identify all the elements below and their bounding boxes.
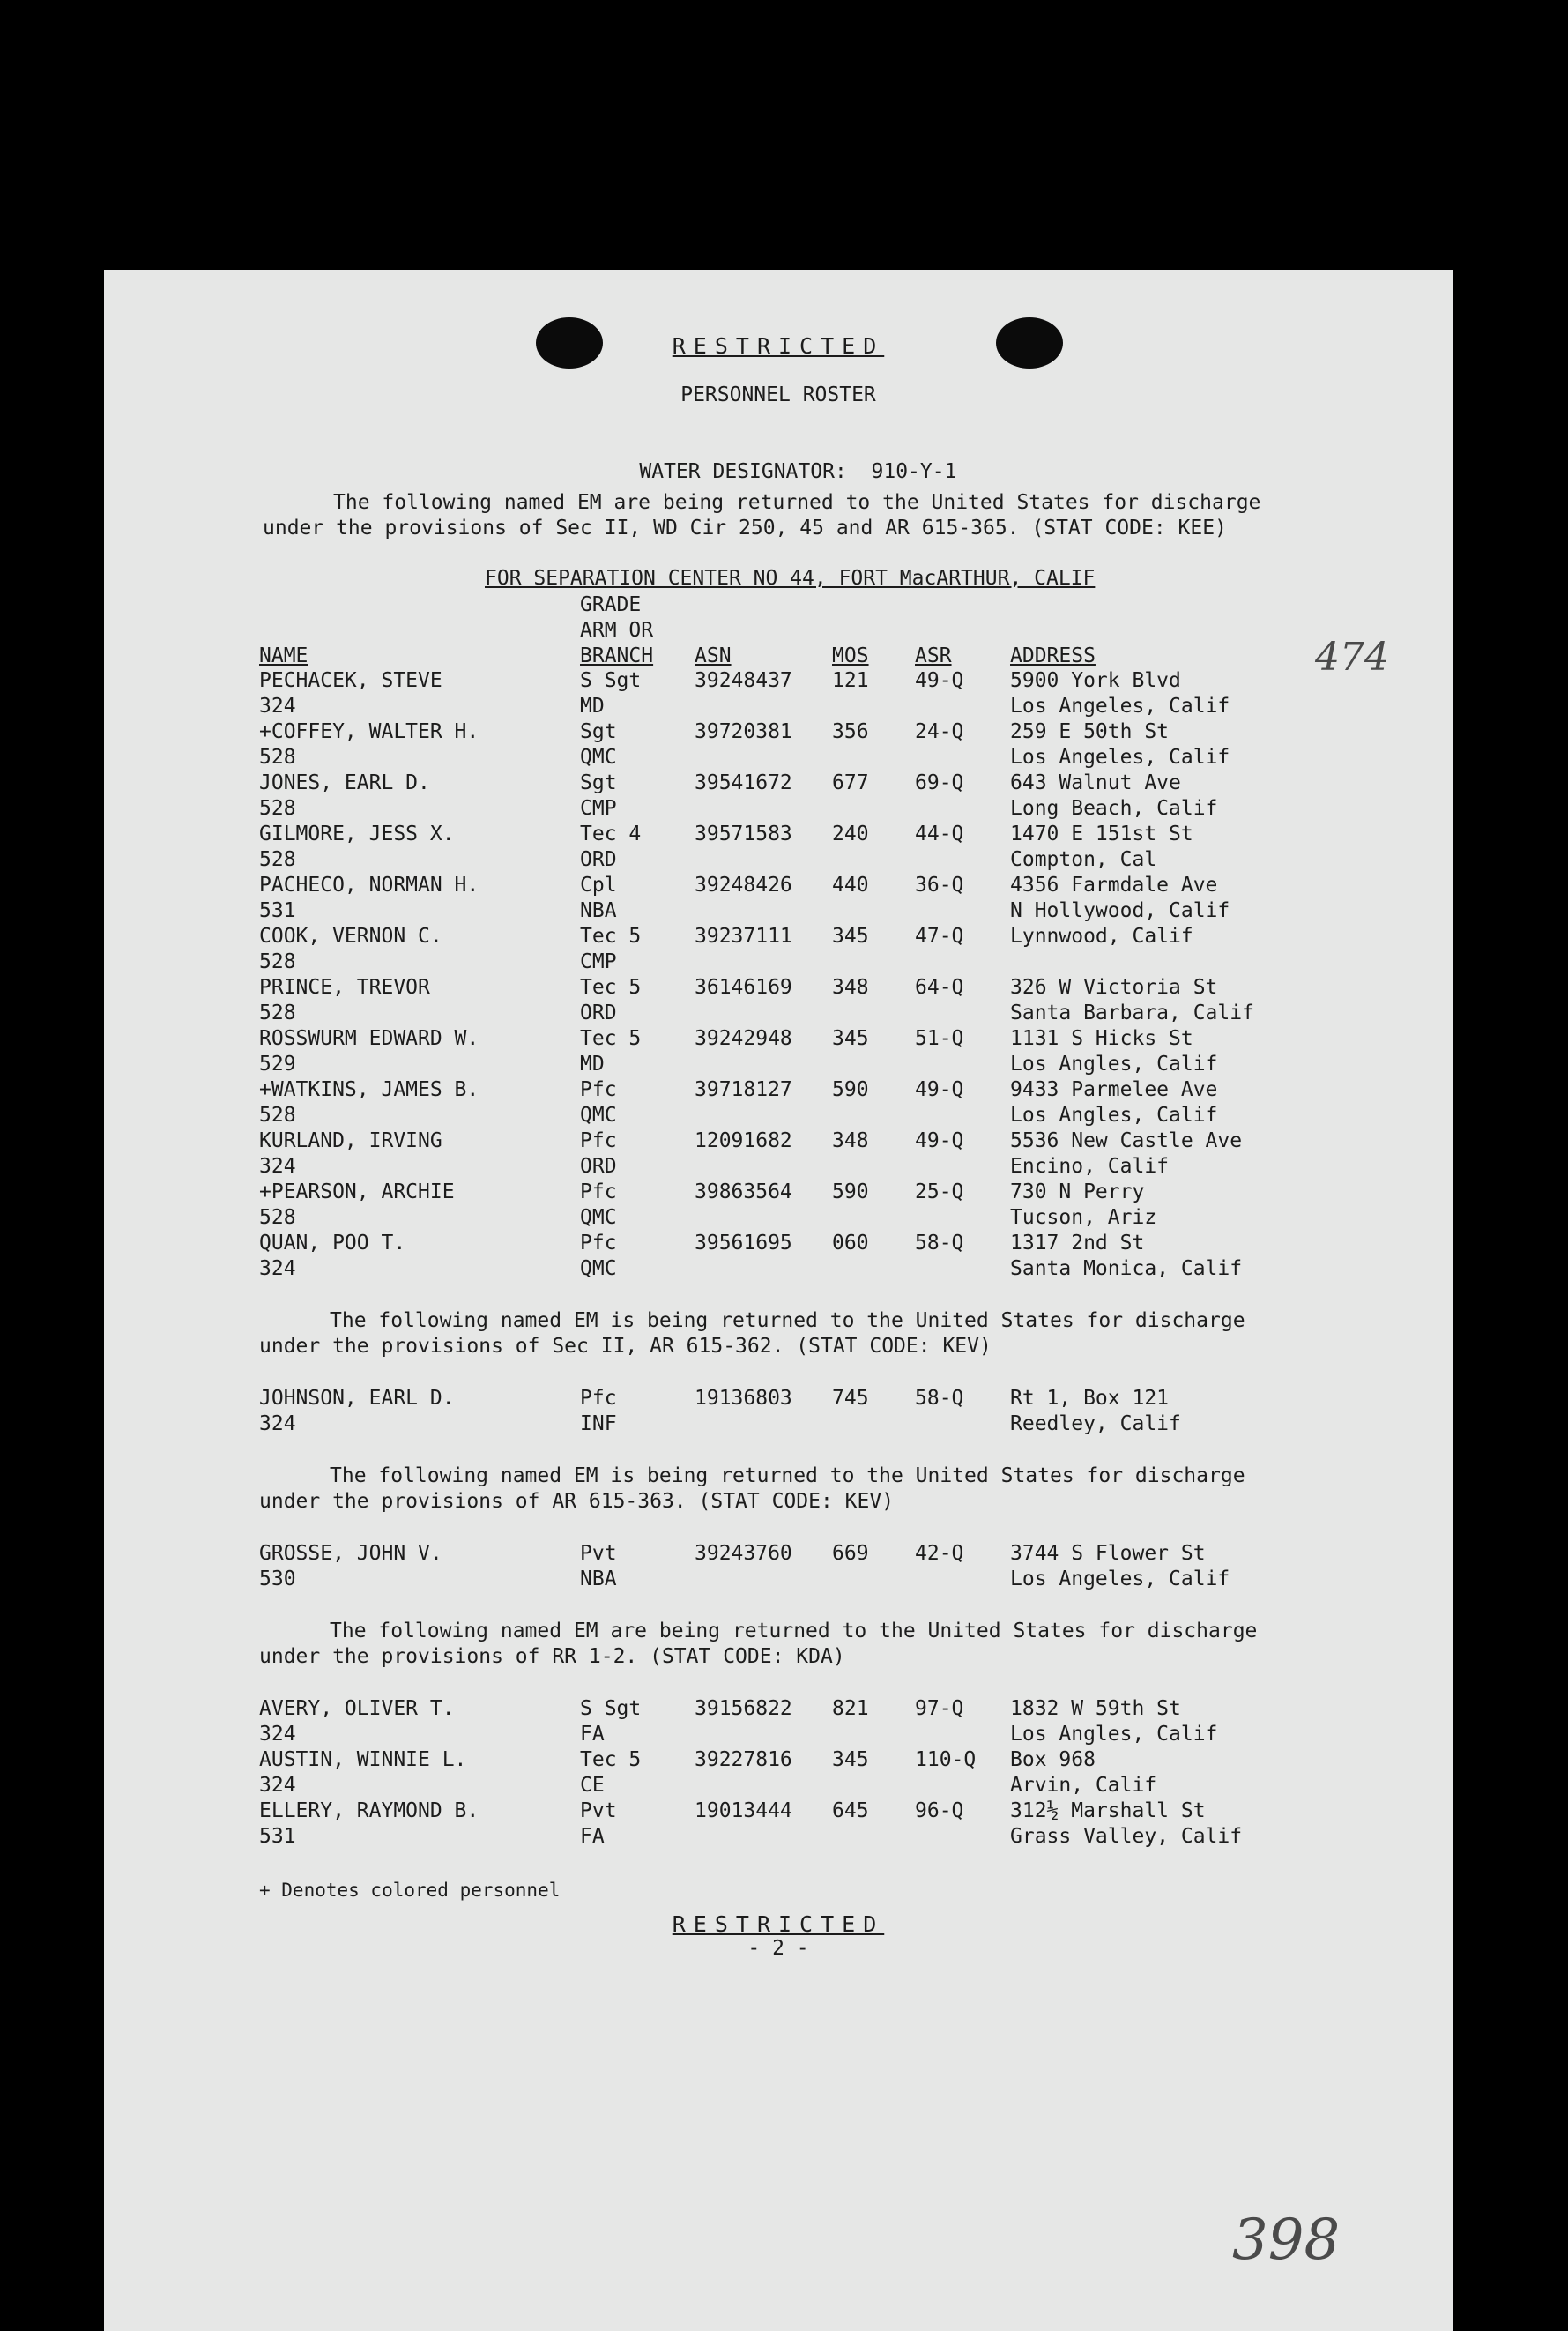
cell-grade: Cpl — [580, 874, 617, 897]
cell-addr1: 4356 Farmdale Ave — [1010, 874, 1218, 897]
cell-mos: 821 — [832, 1697, 869, 1720]
intro-paragraph-1-line2: under the provisions of Sec II, WD Cir 250, 45 and AR 615-365. (STAT CODE: KEE) — [263, 517, 1227, 540]
cell-addr1: 1832 W 59th St — [1010, 1697, 1181, 1720]
cell-grade: Pfc — [580, 1129, 617, 1152]
cell-mos: 348 — [832, 976, 869, 999]
cell-grade: Pvt — [580, 1542, 617, 1565]
cell-addr2: Encino, Calif — [1010, 1155, 1170, 1178]
cell-addr1: Box 968 — [1010, 1748, 1096, 1771]
page-number: - 2 - — [747, 1937, 809, 1960]
cell-branch: MD — [580, 1053, 605, 1076]
cell-asr: 58-Q — [915, 1232, 964, 1255]
cell-addr2: Santa Monica, Calif — [1010, 1257, 1243, 1280]
cell-asr: 64-Q — [915, 976, 964, 999]
table-row — [104, 1077, 1453, 1128]
cell-addr1: 9433 Parmelee Ave — [1010, 1078, 1218, 1101]
cell-asr: 58-Q — [915, 1387, 964, 1410]
column-header-arm-or: ARM OR — [580, 619, 654, 642]
cell-asr: 51-Q — [915, 1027, 964, 1050]
table-row — [104, 975, 1453, 1026]
cell-grade: Pfc — [580, 1078, 617, 1101]
cell-asn: 39863564 — [695, 1180, 792, 1203]
cell-code: 528 — [259, 1002, 296, 1024]
cell-name: +PEARSON, ARCHIE — [259, 1180, 455, 1203]
cell-asr: 97-Q — [915, 1697, 964, 1720]
table-row — [104, 668, 1453, 719]
roster-title: PERSONNEL ROSTER — [680, 384, 876, 406]
cell-branch: QMC — [580, 1104, 617, 1127]
cell-addr2: Los Angeles, Calif — [1010, 1568, 1230, 1590]
cell-asn: 39248426 — [695, 874, 792, 897]
cell-addr2: Los Angeles, Calif — [1010, 746, 1230, 769]
table-row — [104, 1180, 1453, 1231]
table-row — [104, 1231, 1453, 1282]
cell-asr: 69-Q — [915, 771, 964, 794]
table-row — [104, 1386, 1453, 1437]
cell-branch: INF — [580, 1412, 617, 1435]
cell-code: 528 — [259, 950, 296, 973]
cell-asn: 12091682 — [695, 1129, 792, 1152]
cell-asn: 39227816 — [695, 1748, 792, 1771]
cell-branch: CMP — [580, 950, 617, 973]
table-row — [104, 1026, 1453, 1077]
cell-asr: 44-Q — [915, 823, 964, 845]
cell-mos: 060 — [832, 1232, 869, 1255]
cell-code: 324 — [259, 1412, 296, 1435]
column-header-asr: ASR — [915, 644, 952, 667]
cell-mos: 121 — [832, 669, 869, 692]
cell-branch: CMP — [580, 797, 617, 820]
cell-asr: 49-Q — [915, 669, 964, 692]
water-designator-label: WATER DESIGNATOR: — [639, 460, 847, 483]
restricted-footer: RESTRICTED — [672, 1911, 885, 1937]
cell-addr1: 643 Walnut Ave — [1010, 771, 1181, 794]
cell-asn: 39156822 — [695, 1697, 792, 1720]
cell-asr: 47-Q — [915, 925, 964, 948]
intro-paragraph-4-line2: under the provisions of RR 1-2. (STAT CODE: KDA) — [259, 1645, 845, 1668]
column-header-branch: BRANCH — [580, 644, 654, 667]
cell-name: ELLERY, RAYMOND B. — [259, 1799, 479, 1822]
cell-grade: Tec 5 — [580, 1748, 642, 1771]
cell-name: JOHNSON, EARL D. — [259, 1387, 455, 1410]
cell-branch: QMC — [580, 1206, 617, 1229]
cell-grade: Sgt — [580, 720, 617, 743]
cell-addr1: 1131 S Hicks St — [1010, 1027, 1193, 1050]
cell-addr1: 326 W Victoria St — [1010, 976, 1218, 999]
cell-branch: NBA — [580, 899, 617, 922]
cell-code: 531 — [259, 899, 296, 922]
cell-grade: S Sgt — [580, 669, 642, 692]
cell-name: QUAN, POO T. — [259, 1232, 406, 1255]
cell-grade: Pfc — [580, 1232, 617, 1255]
cell-mos: 240 — [832, 823, 869, 845]
cell-name: GROSSE, JOHN V. — [259, 1542, 442, 1565]
cell-addr1: 3744 S Flower St — [1010, 1542, 1206, 1565]
cell-name: GILMORE, JESS X. — [259, 823, 455, 845]
column-header-address: ADDRESS — [1010, 644, 1096, 667]
table-row — [104, 1747, 1453, 1799]
cell-name: +WATKINS, JAMES B. — [259, 1078, 479, 1101]
cell-asn: 39242948 — [695, 1027, 792, 1050]
cell-name: PECHACEK, STEVE — [259, 669, 442, 692]
cell-branch: ORD — [580, 1155, 617, 1178]
cell-name: +COFFEY, WALTER H. — [259, 720, 479, 743]
cell-addr1: 730 N Perry — [1010, 1180, 1145, 1203]
table-row — [104, 719, 1453, 771]
handwritten-number-top: 474 — [1315, 635, 1389, 680]
cell-branch: FA — [580, 1723, 605, 1746]
table-row — [104, 1128, 1453, 1180]
cell-code: 324 — [259, 1774, 296, 1797]
cell-code: 528 — [259, 797, 296, 820]
cell-grade: S Sgt — [580, 1697, 642, 1720]
cell-branch: NBA — [580, 1568, 617, 1590]
restricted-header: RESTRICTED — [672, 333, 885, 359]
water-designator-value: 910-Y-1 — [871, 460, 957, 483]
handwritten-number-bottom: 398 — [1232, 2208, 1341, 2273]
cell-addr2: Long Beach, Calif — [1010, 797, 1218, 820]
cell-branch: ORD — [580, 848, 617, 871]
cell-code: 528 — [259, 848, 296, 871]
cell-addr2: Los Angles, Calif — [1010, 1053, 1218, 1076]
cell-code: 530 — [259, 1568, 296, 1590]
cell-grade: Sgt — [580, 771, 617, 794]
cell-addr2: Reedley, Calif — [1010, 1412, 1181, 1435]
cell-addr2: Los Angles, Calif — [1010, 1723, 1218, 1746]
cell-name: COOK, VERNON C. — [259, 925, 442, 948]
intro-paragraph-1-line1: The following named EM are being returned to the United States for discharge — [333, 491, 1261, 514]
cell-name: PACHECO, NORMAN H. — [259, 874, 479, 897]
cell-branch: FA — [580, 1825, 605, 1848]
table-row — [104, 1696, 1453, 1747]
cell-asr: 49-Q — [915, 1078, 964, 1101]
table-row — [104, 873, 1453, 924]
cell-asr: 25-Q — [915, 1180, 964, 1203]
cell-code: 324 — [259, 695, 296, 718]
cell-mos: 645 — [832, 1799, 869, 1822]
cell-addr2: Los Angles, Calif — [1010, 1104, 1218, 1127]
intro-paragraph-3-line2: under the provisions of AR 615-363. (STAT CODE: KEV) — [259, 1490, 895, 1513]
separation-center-heading: FOR SEPARATION CENTER NO 44, FORT MacARTHUR, CALIF — [485, 567, 1096, 590]
table-row — [104, 1541, 1453, 1592]
cell-addr2: Grass Valley, Calif — [1010, 1825, 1243, 1848]
cell-addr1: 312½ Marshall St — [1010, 1799, 1206, 1822]
cell-addr1: 1317 2nd St — [1010, 1232, 1145, 1255]
cell-addr2: Arvin, Calif — [1010, 1774, 1157, 1797]
cell-asr: 42-Q — [915, 1542, 964, 1565]
cell-code: 531 — [259, 1825, 296, 1848]
cell-addr1: Lynnwood, Calif — [1010, 925, 1193, 948]
table-row — [104, 1799, 1453, 1850]
cell-code: 528 — [259, 746, 296, 769]
cell-code: 528 — [259, 1104, 296, 1127]
cell-grade: Tec 4 — [580, 823, 642, 845]
cell-mos: 669 — [832, 1542, 869, 1565]
cell-asn: 39248437 — [695, 669, 792, 692]
cell-asn: 39718127 — [695, 1078, 792, 1101]
table-row — [104, 822, 1453, 873]
cell-asn: 19136803 — [695, 1387, 792, 1410]
intro-paragraph-2-line1: The following named EM is being returned to the United States for discharge — [330, 1309, 1245, 1332]
cell-asn: 36146169 — [695, 976, 792, 999]
cell-mos: 345 — [832, 925, 869, 948]
cell-code: 324 — [259, 1155, 296, 1178]
column-header-grade: GRADE — [580, 593, 642, 616]
cell-grade: Tec 5 — [580, 925, 642, 948]
cell-mos: 745 — [832, 1387, 869, 1410]
cell-branch: CE — [580, 1774, 605, 1797]
cell-mos: 677 — [832, 771, 869, 794]
cell-mos: 345 — [832, 1748, 869, 1771]
cell-name: PRINCE, TREVOR — [259, 976, 430, 999]
cell-asr: 24-Q — [915, 720, 964, 743]
cell-mos: 440 — [832, 874, 869, 897]
cell-asn: 39541672 — [695, 771, 792, 794]
cell-addr1: 5536 New Castle Ave — [1010, 1129, 1243, 1152]
cell-code: 529 — [259, 1053, 296, 1076]
cell-code: 324 — [259, 1257, 296, 1280]
cell-asr: 36-Q — [915, 874, 964, 897]
cell-mos: 345 — [832, 1027, 869, 1050]
cell-branch: QMC — [580, 1257, 617, 1280]
cell-grade: Tec 5 — [580, 1027, 642, 1050]
cell-grade: Tec 5 — [580, 976, 642, 999]
cell-grade: Pfc — [580, 1387, 617, 1410]
intro-paragraph-2-line2: under the provisions of Sec II, AR 615-362. (STAT CODE: KEV) — [259, 1335, 992, 1358]
column-header-name: NAME — [259, 644, 308, 667]
cell-code: 324 — [259, 1723, 296, 1746]
cell-branch: MD — [580, 695, 605, 718]
cell-grade: Pvt — [580, 1799, 617, 1822]
intro-paragraph-3-line1: The following named EM is being returned to the United States for discharge — [330, 1464, 1245, 1487]
column-header-mos: MOS — [832, 644, 869, 667]
cell-name: KURLAND, IRVING — [259, 1129, 442, 1152]
cell-branch: ORD — [580, 1002, 617, 1024]
cell-name: ROSSWURM EDWARD W. — [259, 1027, 479, 1050]
cell-asr: 96-Q — [915, 1799, 964, 1822]
cell-code: 528 — [259, 1206, 296, 1229]
cell-name: AVERY, OLIVER T. — [259, 1697, 455, 1720]
cell-addr1: 5900 York Blvd — [1010, 669, 1181, 692]
cell-mos: 348 — [832, 1129, 869, 1152]
cell-addr1: Rt 1, Box 121 — [1010, 1387, 1170, 1410]
cell-mos: 590 — [832, 1180, 869, 1203]
document-page — [104, 270, 1453, 2331]
cell-mos: 356 — [832, 720, 869, 743]
cell-grade: Pfc — [580, 1180, 617, 1203]
column-header-asn: ASN — [695, 644, 732, 667]
cell-addr2: Compton, Cal — [1010, 848, 1157, 871]
cell-name: JONES, EARL D. — [259, 771, 430, 794]
intro-paragraph-4-line1: The following named EM are being returned to the United States for discharge — [330, 1620, 1258, 1642]
cell-asr: 49-Q — [915, 1129, 964, 1152]
cell-name: AUSTIN, WINNIE L. — [259, 1748, 467, 1771]
cell-asr: 110-Q — [915, 1748, 977, 1771]
cell-branch: QMC — [580, 746, 617, 769]
footnote: + Denotes colored personnel — [259, 1880, 561, 1901]
cell-mos: 590 — [832, 1078, 869, 1101]
cell-asn: 19013444 — [695, 1799, 792, 1822]
cell-addr1: 259 E 50th St — [1010, 720, 1170, 743]
cell-addr2: N Hollywood, Calif — [1010, 899, 1230, 922]
table-row — [104, 771, 1453, 822]
cell-addr2: Los Angeles, Calif — [1010, 695, 1230, 718]
table-row — [104, 924, 1453, 975]
cell-addr2: Santa Barbara, Calif — [1010, 1002, 1254, 1024]
cell-addr2: Tucson, Ariz — [1010, 1206, 1157, 1229]
cell-asn: 39561695 — [695, 1232, 792, 1255]
cell-asn: 39237111 — [695, 925, 792, 948]
cell-asn: 39571583 — [695, 823, 792, 845]
cell-addr1: 1470 E 151st St — [1010, 823, 1193, 845]
cell-asn: 39243760 — [695, 1542, 792, 1565]
cell-asn: 39720381 — [695, 720, 792, 743]
